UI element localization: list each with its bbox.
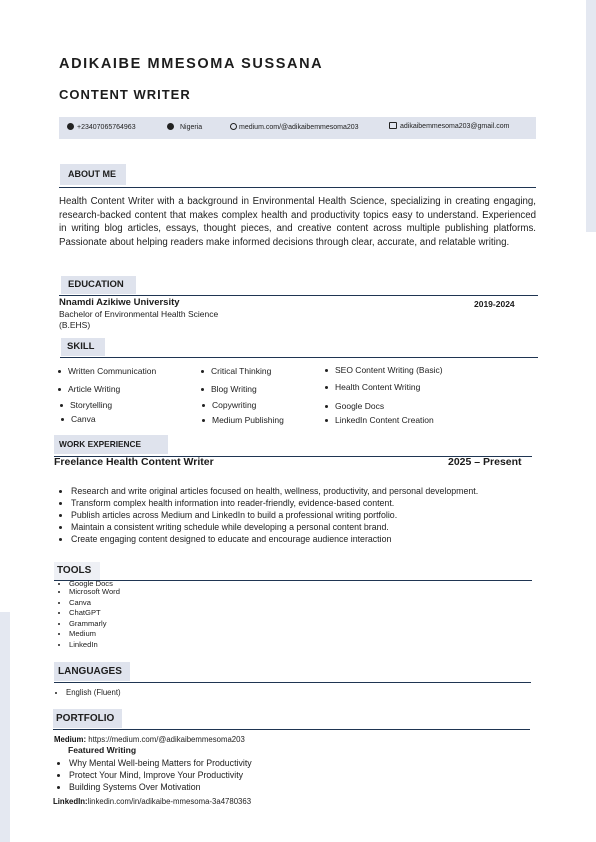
list-item: • Grammarly: [69, 619, 120, 630]
skill-item: Google Docs: [335, 401, 385, 411]
languages-list: [56, 688, 121, 697]
list-item: • LinkedIn: [69, 640, 120, 651]
skill-item: Copywriting: [212, 400, 257, 410]
contact-email[interactable]: adikaibemmesoma203@gmail.com: [389, 122, 509, 130]
skill-item: Medium Publishing: [212, 415, 284, 425]
section-heading-skills: SKILL: [61, 338, 105, 356]
section-heading-tools: TOOLS: [54, 562, 100, 580]
education-degree-abbr: (B.EHS): [59, 320, 91, 330]
contact-medium[interactable]: medium.com/@adikaibemmesoma203: [230, 123, 359, 131]
contact-bar: [59, 117, 536, 139]
section-heading-portfolio: PORTFOLIO: [53, 709, 122, 728]
section-rule: [59, 295, 538, 296]
experience-dates: 2025 – Present: [448, 456, 522, 468]
list-item: • Microsoft Word: [69, 587, 120, 598]
list-item: • Maintain a consistent writing schedule while developing a personal content brand.: [71, 522, 511, 534]
location-pin-icon: [167, 123, 174, 130]
list-item: • Canva: [69, 598, 120, 609]
about-text: Health Content Writer with a background in Environmental Health Science, specializing in creating engaging, research-backed content that makes complex health and productivity topics easy to understand. Experienced in writing blog articles, essays, thought pieces, and creative content across multiple publishing platforms. Passionate about helping readers make informed decisions through clear, accurate, and relatable writing.: [59, 196, 536, 248]
section-rule: [53, 729, 530, 730]
skill-item: LinkedIn Content Creation: [335, 415, 434, 425]
job-title-heading: CONTENT WRITER: [59, 87, 191, 102]
education-degree: Bachelor of Environmental Health Science: [59, 309, 219, 319]
portfolio-linkedin-line: LinkedIn:linkedin.com/in/adikaibe-mmesoma-3a4780363: [53, 797, 252, 806]
section-heading-about: ABOUT ME: [60, 164, 126, 185]
section-heading-experience: WORK EXPERIENCE: [54, 435, 168, 454]
experience-job-title: Freelance Health Content Writer: [54, 456, 214, 468]
skill-item: SEO Content Writing (Basic): [335, 365, 443, 375]
decorative-side-strip: [586, 0, 596, 232]
contact-phone: +23407065764963: [67, 123, 136, 131]
decorative-side-strip: [0, 612, 10, 842]
contact-location: Nigeria: [167, 123, 202, 131]
list-item: • ChatGPT: [69, 608, 120, 619]
list-item: • English (Fluent): [66, 688, 121, 697]
section-heading-education: EDUCATION: [61, 276, 136, 294]
mail-icon: [389, 122, 397, 129]
portfolio-linkedin-link[interactable]: linkedin.com/in/adikaibe-mmesoma-3a4780363: [87, 797, 252, 806]
at-sign-icon: [230, 123, 237, 130]
section-heading-languages: LANGUAGES: [54, 662, 130, 681]
skill-item: Written Communication: [68, 366, 157, 376]
phone-icon: [67, 123, 74, 130]
portfolio-featured-heading: Featured Writing: [68, 745, 137, 755]
featured-writing-list: [58, 757, 252, 793]
skill-item: Storytelling: [70, 400, 113, 410]
list-item: • Building Systems Over Motivation: [69, 781, 252, 793]
list-item: • Publish articles across Medium and LinkedIn to build a professional writing portfolio.: [71, 510, 511, 522]
list-item: • Create engaging content designed to educate and encourage audience interaction: [71, 534, 511, 546]
list-item: • Protect Your Mind, Improve Your Productivity: [69, 769, 252, 781]
portfolio-medium-line: Medium: https://medium.com/@adikaibemmesoma203: [54, 735, 245, 744]
education-school: Nnamdi Azikiwe University: [59, 297, 180, 308]
candidate-name: ADIKAIBE MMESOMA SUSSANA: [59, 56, 324, 72]
section-rule: [59, 187, 536, 188]
list-item: • Google Docs: [69, 580, 120, 587]
list-item: • Why Mental Well-being Matters for Productivity: [69, 757, 252, 769]
tools-list: [58, 580, 120, 651]
education-years: 2019-2024: [474, 299, 515, 309]
portfolio-medium-link[interactable]: https://medium.com/@adikaibemmesoma203: [88, 735, 245, 744]
list-item: • Transform complex health information into reader-friendly, evidence-based content.: [71, 498, 511, 510]
section-rule: [54, 682, 531, 683]
skill-item: Article Writing: [68, 384, 121, 394]
list-item: • Medium: [69, 629, 120, 640]
list-item: • Research and write original articles focused on health, wellness, productivity, and personal development.: [71, 486, 511, 498]
skill-item: Canva: [71, 414, 96, 424]
section-rule: [54, 580, 532, 581]
section-rule: [60, 357, 538, 358]
skill-item: Blog Writing: [211, 384, 257, 394]
skill-item: Critical Thinking: [211, 366, 272, 376]
skill-item: Health Content Writing: [335, 382, 421, 392]
experience-bullet-list: [60, 486, 511, 546]
